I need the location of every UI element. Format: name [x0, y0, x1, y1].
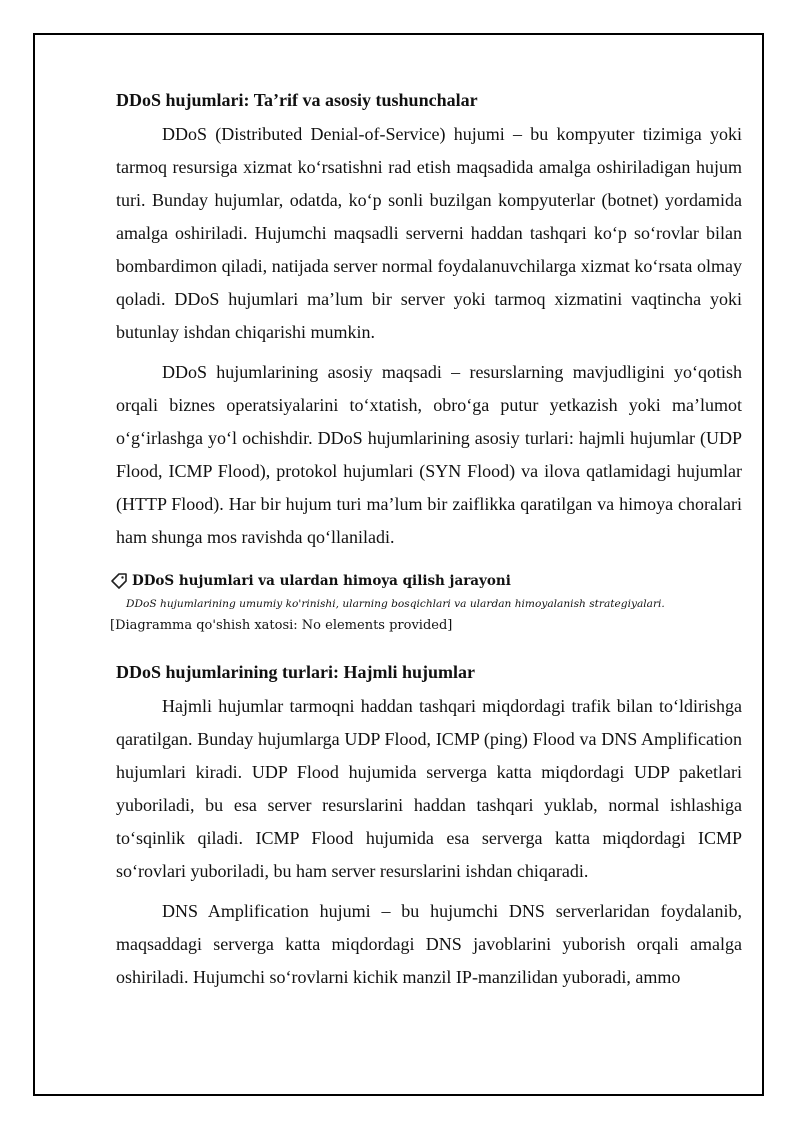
diagram-title-row	[110, 571, 742, 591]
tag-icon	[110, 572, 128, 590]
diagram-subtitle: DDoS hujumlarining umumiy ko'rinishi, ularning bosqichlari va ulardan himoyalanish strategiyalari.	[126, 598, 665, 610]
diagram-error-message: [Diagramma qo'shish xatosi: No elements provided]	[110, 618, 453, 633]
section-heading-volumetric: DDoS hujumlarining turlari: Hajmli hujumlar	[116, 662, 476, 682]
paragraph: DDoS hujumlarining asosiy maqsadi – resurslarning mavjudligini yo‘qotish orqali biznes operatsiyalarini to‘xtatish, obro‘ga putur yetkazish yoki ma’lumot o‘g‘irlashga yo‘l ochishdir. DDoS hujumlarining asosiy turlari: hajmli hujumlar (UDP Flood, ICMP Flood), protokol hujumlari (SYN Flood) va ilova qatlamidagi hujumlar (HTTP Flood). Har bir hujum turi ma’lum bir zaiflikka qaratilgan va himoya choralari ham shunga mos ravishda qo‘llaniladi.	[116, 362, 742, 547]
paragraph: Hajmli hujumlar tarmoqni haddan tashqari miqdordagi trafik bilan to‘ldirishga qaratilgan. Bunday hujumlarga UDP Flood, ICMP (ping) Flood va DNS Amplification hujumlari kiradi. UDP Flood hujumida serverga katta miqdordagi UDP paketlari yuboriladi, bu esa server resurslarini haddan tashqari yuklab, normal ishlashiga to‘sqinlik qiladi. ICMP Flood hujumida esa serverga katta miqdordagi ICMP so‘rovlari yuboriladi, bu ham server resurslarini ishdan chiqaradi.	[116, 696, 742, 881]
paragraph: DDoS (Distributed Denial-of-Service) hujumi – bu kompyuter tizimiga yoki tarmoq resursiga xizmat ko‘rsatishni rad etish maqsadida amalga oshiriladigan hujum turi. Bunday hujumlar, odatda, ko‘p sonli buzilgan kompyuterlar (botnet) yordamida amalga oshiriladi. Hujumchi maqsadli serverni haddan tashqari ko‘p so‘rovlar bilan bombardimon qiladi, natijada server normal foydalanuvchilarga xizmat ko‘rsata olmay qoladi. DDoS hujumlari ma’lum bir server yoki tarmoq xizmatini vaqtincha yoki butunlay ishdan chiqarishi mumkin.	[116, 124, 742, 342]
section-heading-definition: DDoS hujumlari: Ta’rif va asosiy tushunchalar	[116, 90, 478, 110]
document-body	[110, 86, 742, 1001]
paragraph: DNS Amplification hujumi – bu hujumchi DNS serverlaridan foydalanib, maqsaddagi serverga katta miqdordagi DNS javoblarini yuborish orqali amalga oshiriladi. Hujumchi so‘rovlarni kichik manzil IP-manzilidan yuboradi, ammo	[116, 901, 742, 987]
diagram-title: DDoS hujumlari va ulardan himoya qilish jarayoni	[132, 573, 511, 589]
diagram-block	[110, 571, 742, 636]
